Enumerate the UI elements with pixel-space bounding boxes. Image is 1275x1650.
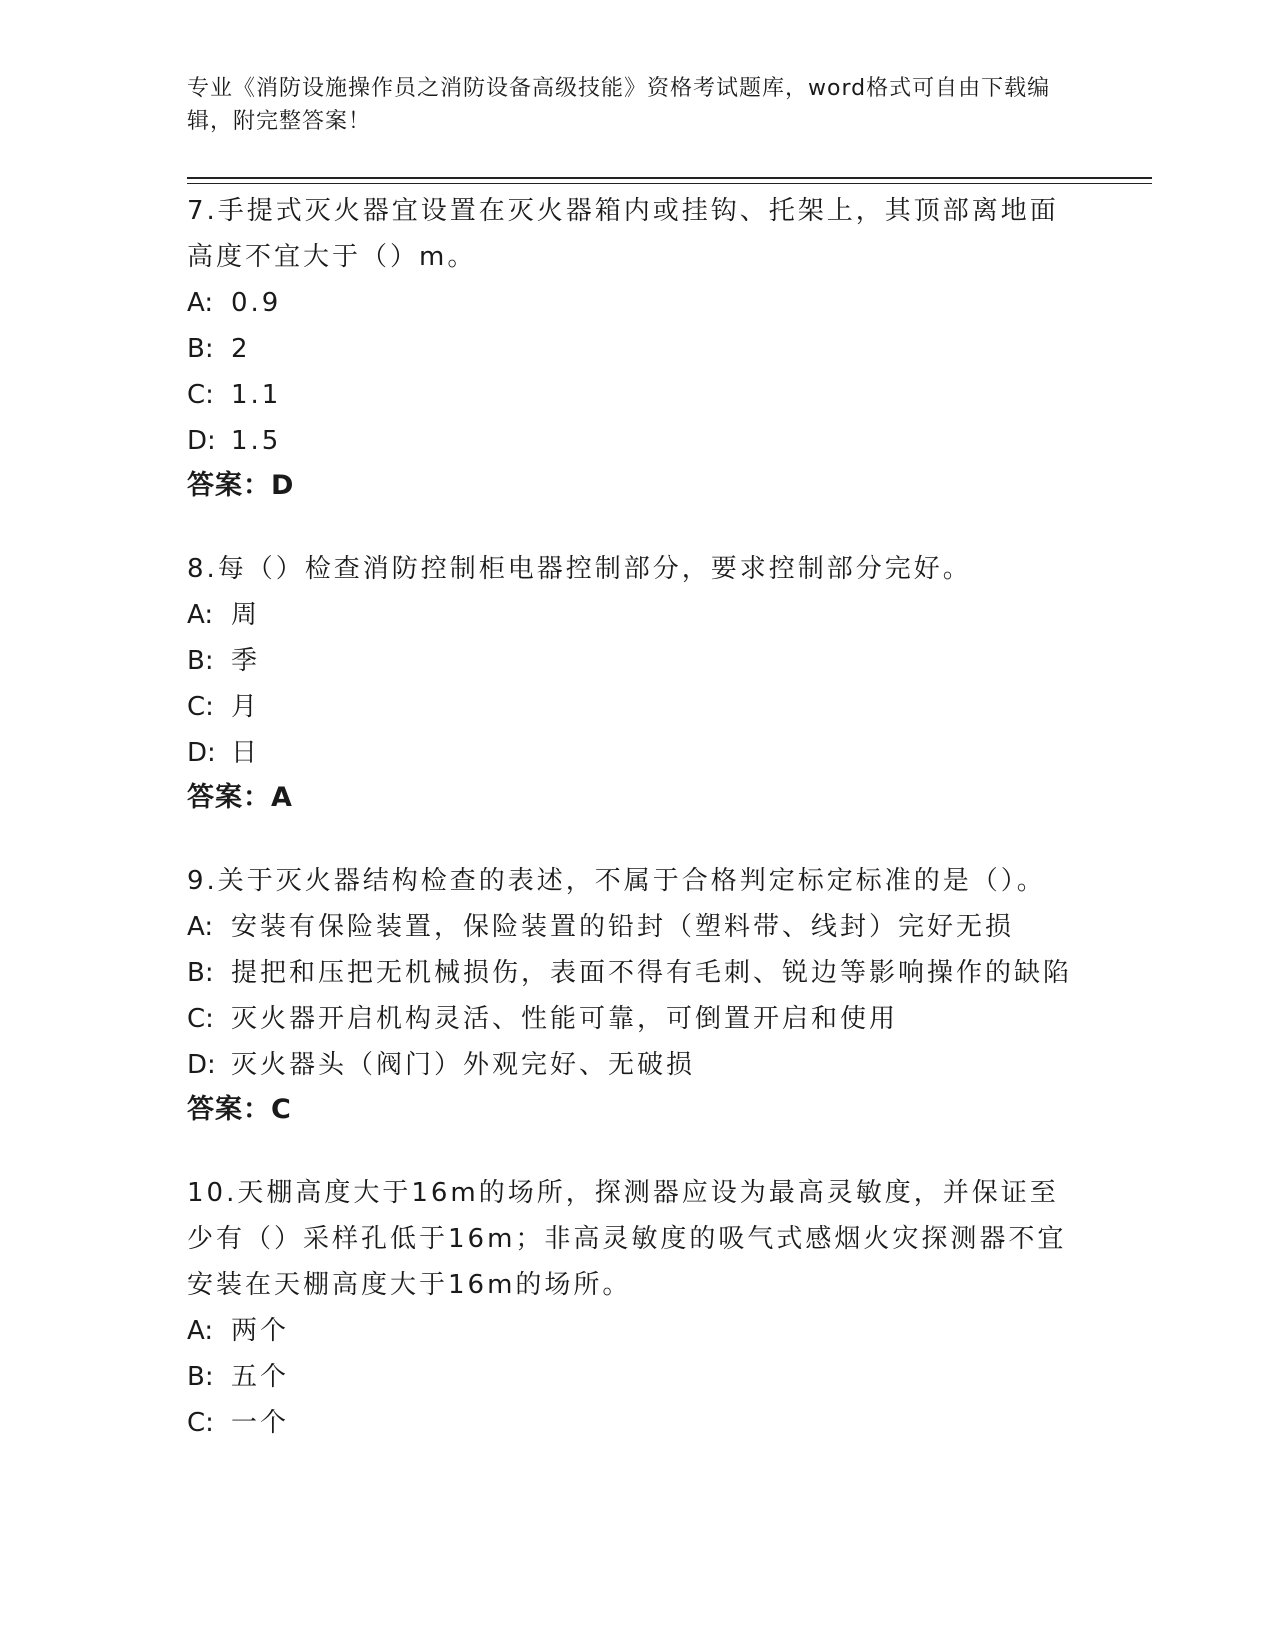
answer: 答案：A (187, 782, 293, 813)
option-label: C: (187, 380, 214, 410)
question-text: 8.每（）检查消防控制柜电器控制部分，要求控制部分完好。 (187, 554, 972, 584)
option-label: B: (187, 958, 214, 988)
option-a (187, 592, 1087, 638)
option-c (187, 684, 1087, 730)
option-label: B: (187, 334, 214, 364)
option-value: 一个 (231, 1408, 290, 1438)
option-b (187, 326, 1087, 372)
question-10 (187, 1170, 1087, 1446)
question-text: 10.天棚高度大于16m的场所，探测器应设为最高灵敏度，并保证至少有（）采样孔低于16m；非高灵敏度的吸气式感烟火灾探测器不宜安装在天棚高度大于16m的场所。 (187, 1178, 1067, 1300)
option-a (187, 1308, 1087, 1354)
option-label: C: (187, 1408, 214, 1438)
option-d (187, 418, 1087, 464)
option-d (187, 730, 1087, 776)
option-value: 灭火器头（阀门）外观完好、无破损 (231, 1050, 696, 1080)
option-label: D: (187, 426, 216, 456)
option-value: 2 (231, 334, 251, 364)
option-label: D: (187, 1050, 216, 1080)
question-7 (187, 188, 1087, 508)
option-label: C: (187, 1004, 214, 1034)
option-value: 1.5 (231, 426, 282, 456)
option-c (187, 996, 1087, 1042)
document-header: 专业《消防设施操作员之消防设备高级技能》资格考试题库，word格式可自由下载编辑，附完整答案！ (187, 76, 1051, 134)
option-label: D: (187, 738, 216, 768)
option-d (187, 1042, 1087, 1088)
option-b (187, 638, 1087, 684)
option-value: 月 (231, 692, 261, 722)
option-b (187, 950, 1087, 996)
option-value: 季 (231, 646, 261, 676)
question-8 (187, 546, 1087, 820)
option-value: 日 (231, 738, 261, 768)
option-label: B: (187, 646, 214, 676)
option-b (187, 1354, 1087, 1400)
option-label: A: (187, 1316, 214, 1346)
option-value: 周 (231, 600, 261, 630)
question-text: 9.关于灭火器结构检查的表述，不属于合格判定标定标准的是（）。 (187, 866, 1046, 896)
answer: 答案：C (187, 1094, 292, 1125)
option-label: A: (187, 600, 214, 630)
option-c (187, 1400, 1087, 1446)
question-9 (187, 858, 1087, 1132)
answer: 答案：D (187, 470, 295, 501)
option-label: B: (187, 1362, 214, 1392)
option-value: 0.9 (231, 288, 282, 318)
question-list (187, 188, 1087, 1484)
option-value: 安装有保险装置，保险装置的铅封（塑料带、线封）完好无损 (231, 912, 1015, 942)
header-divider-thick (187, 177, 1152, 179)
option-label: A: (187, 912, 214, 942)
option-value: 灭火器开启机构灵活、性能可靠，可倒置开启和使用 (231, 1004, 899, 1034)
option-label: A: (187, 288, 214, 318)
option-value: 提把和压把无机械损伤，表面不得有毛刺、锐边等影响操作的缺陷 (231, 958, 1073, 988)
question-text: 7.手提式灭火器宜设置在灭火器箱内或挂钩、托架上，其顶部离地面高度不宜大于（）m。 (187, 196, 1059, 272)
option-a (187, 904, 1087, 950)
header-divider-thin (187, 183, 1152, 184)
option-c (187, 372, 1087, 418)
option-a (187, 280, 1087, 326)
option-value: 五个 (231, 1362, 290, 1392)
option-value: 两个 (231, 1316, 290, 1346)
option-label: C: (187, 692, 214, 722)
option-value: 1.1 (231, 380, 282, 410)
